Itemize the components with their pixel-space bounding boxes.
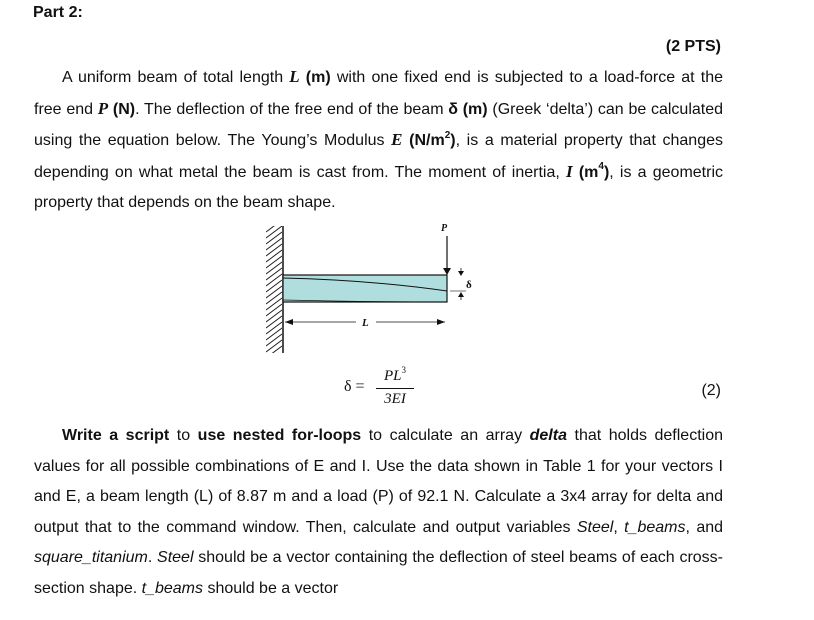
text-run: that holds deflection values for all possible combinations of E and I. Use the data shown in Table 1 for your vectors I and E, a beam length (L) of 8.87 m and a load (P) of 92.1 N. Calculate a 3x4 array for delta and output that to the command window. Then, calculate and output variables [34, 427, 724, 536]
text-run: , is a material property that changes depending on what metal the beam is cast from. The moment of inertia, [34, 132, 724, 181]
unit-exponent: 2 [444, 129, 451, 141]
text-run: A uniform beam of total length [62, 69, 290, 86]
symbol-delta: δ [448, 100, 458, 118]
variable-steel: Steel [576, 518, 614, 536]
unit-exponent: 4 [598, 161, 604, 173]
text-run: , [613, 518, 625, 536]
variable-t-beams: t_beams [624, 518, 686, 536]
part-heading: Part 2: [33, 4, 83, 21]
cantilever-beam-figure [250, 218, 510, 363]
unit-text: ) [450, 132, 456, 149]
fixed-wall [266, 220, 282, 358]
unit-N: (N) [108, 100, 136, 118]
variable-L: L [289, 67, 300, 86]
text-run: Write a script [62, 427, 170, 444]
equation-fraction [370, 365, 420, 408]
unit-m4 [572, 161, 610, 181]
label-delta: δ [466, 279, 472, 291]
equation-denominator: 3EI [384, 391, 406, 407]
text-run: . The deflection of the free end of the beam [135, 100, 449, 118]
unit-text: (N/m [402, 132, 445, 149]
unit-m: (m) [299, 69, 331, 86]
equation-lhs: δ = [344, 378, 365, 395]
problem-paragraph [34, 62, 723, 219]
unit-m: (m) [457, 100, 488, 118]
unit-pascal [402, 129, 456, 149]
label-P: P [441, 223, 448, 234]
task-paragraph [34, 421, 723, 604]
text-run: , is a geometric property that depends on the beam shape. [34, 163, 724, 211]
variable-steel: Steel [157, 549, 194, 566]
deflection-equation [344, 365, 424, 416]
label-L: L [362, 317, 369, 329]
text-run: . [147, 549, 158, 566]
variable-I: I [566, 161, 573, 181]
text-run: to calculate an array [361, 427, 530, 444]
variable-delta: delta [529, 427, 567, 444]
variable-t-beams: t_beams [141, 579, 203, 597]
text-run: with one fixed end is subjected to a load-force at the free end [34, 69, 724, 118]
fraction-bar [376, 388, 414, 389]
text-run: (Greek ‘delta’) can be calculated using the equation below. The Young’s Modulus [34, 100, 724, 149]
text-run: use nested for-loops [197, 427, 362, 444]
variable-P: P [97, 98, 109, 118]
text-run: , and [685, 518, 724, 536]
text-run: to [169, 427, 198, 444]
equation-number: (2) [701, 382, 721, 399]
text-run: should be a vector containing the deflection of steel beams of each cross-section shape. [34, 549, 723, 597]
points-label: (2 PTS) [665, 38, 721, 55]
equation-numerator [370, 365, 420, 388]
unit-text: (m [572, 163, 599, 181]
text-run: should be a vector [203, 579, 339, 597]
numerator-text: PL [383, 368, 402, 384]
variable-E: E [391, 130, 403, 149]
unit-text: ) [603, 163, 610, 181]
numerator-exponent: 3 [401, 365, 406, 375]
variable-square-titanium: square_titanium [34, 549, 148, 566]
